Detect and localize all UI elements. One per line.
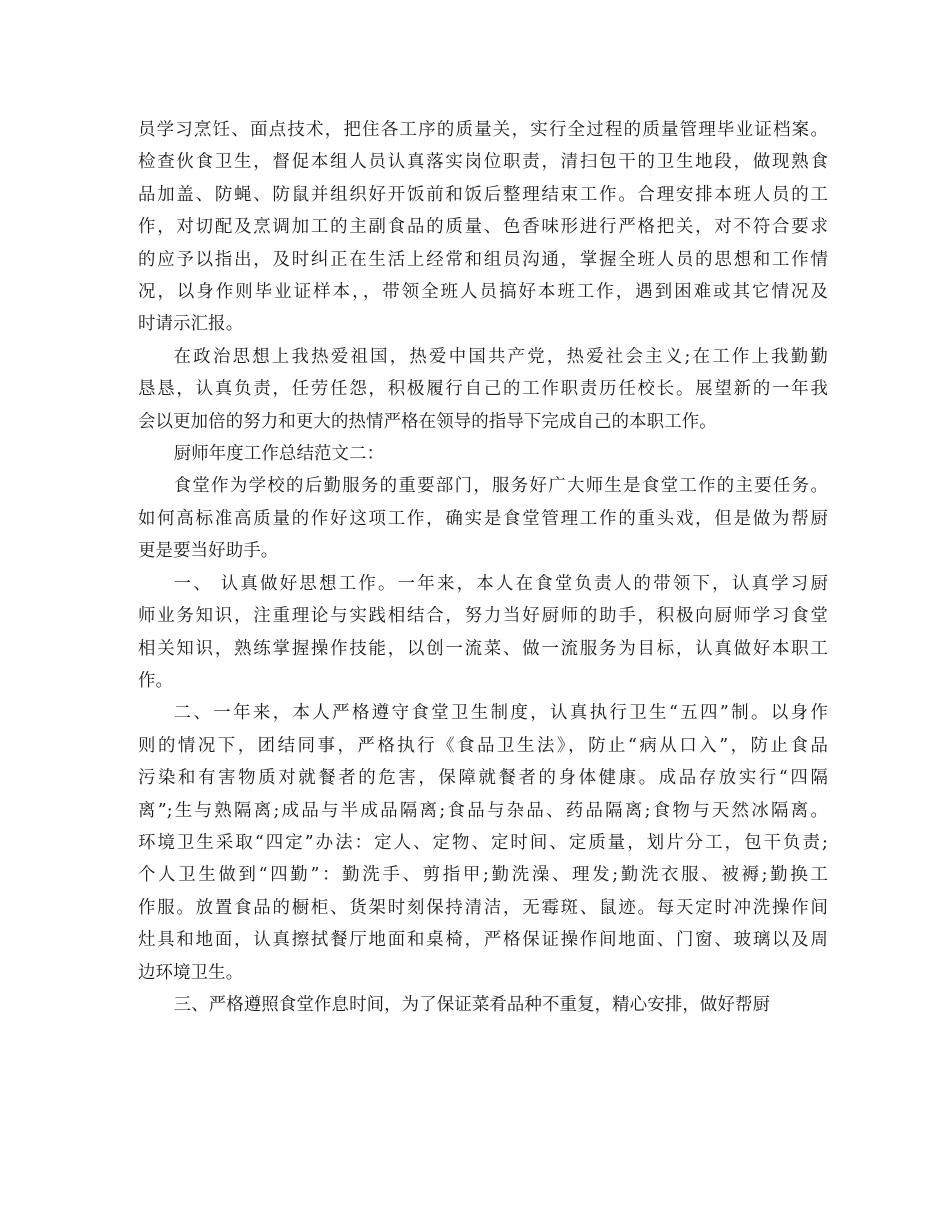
paragraph-line: 离”;生与熟隔离;成品与半成品隔离;食品与杂品、药品隔离;食物与天然冰隔离。 <box>138 800 828 821</box>
paragraph-line: 的应予以指出，及时纠正在生活上经常和组员沟通，掌握全班人员的思想和工作情 <box>138 249 828 270</box>
paragraph-line: 时请示汇报。 <box>138 314 244 335</box>
paragraph-line: 作，对切配及烹调加工的主副食品的质量、色香味形进行严格把关，对不符合要求 <box>138 217 828 238</box>
paragraph-line: 恳恳，认真负责，任劳任怨，积极履行自己的工作职责历任校长。展望新的一年我 <box>138 379 828 400</box>
paragraph-line: 会以更加倍的努力和更大的热情严格在领导的指导下完成自己的本职工作。 <box>138 411 717 432</box>
paragraph <box>138 989 828 1021</box>
paragraph-line: 作服。放置食品的橱柜、货架时刻保持清洁，无霉斑、鼠迹。每天定时冲洗操作间 <box>138 897 828 918</box>
document-body <box>138 114 828 1021</box>
paragraph-line: 则的情况下，团结同事，严格执行《食品卫生法》，防止“病从口入”，防止食品 <box>138 735 828 756</box>
paragraph-line: 三、严格遵照食堂作息时间，为了保证菜肴品种不重复，精心安排，做好帮厨 <box>173 994 771 1015</box>
paragraph-line: 一、 认真做好思想工作。一年来，本人在食堂负责人的带领下，认真学习厨 <box>173 573 828 594</box>
paragraph <box>138 697 828 989</box>
paragraph-line: 个人卫生做到“四勤”：勤洗手、剪指甲;勤洗澡、理发;勤洗衣服、被褥;勤换工 <box>138 865 828 886</box>
paragraph-line: 检查伙食卫生，督促本组人员认真落实岗位职责，清扫包干的卫生地段，做现熟食 <box>138 152 828 173</box>
paragraph-line: 员学习烹饪、面点技术，把住各工序的质量关，实行全过程的质量管理毕业证档案。 <box>138 120 828 140</box>
paragraph-line: 灶具和地面，认真擦拭餐厅地面和桌椅，严格保证操作间地面、门窗、玻璃以及周 <box>138 930 828 951</box>
paragraph-line: 作。 <box>138 670 174 691</box>
paragraph-line: 更是要当好助手。 <box>138 541 279 562</box>
paragraph <box>138 438 828 470</box>
paragraph <box>138 470 828 567</box>
paragraph-line: 二、一年来，本人严格遵守食堂卫生制度，认真执行卫生“五四”制。以身作 <box>173 703 828 724</box>
paragraph-line: 如何高标准高质量的作好这项工作，确实是食堂管理工作的重头戏，但是做为帮厨 <box>138 508 828 529</box>
paragraph-line: 在政治思想上我热爱祖国，热爱中国共产党，热爱社会主义;在工作上我勤勤 <box>173 346 828 367</box>
paragraph-line: 师业务知识，注重理论与实践相结合，努力当好厨师的助手，积极向厨师学习食堂 <box>138 606 828 627</box>
paragraph-line: 污染和有害物质对就餐者的危害，保障就餐者的身体健康。成品存放实行“四隔 <box>138 768 828 789</box>
paragraph-line: 品加盖、防蝇、防鼠并组织好开饭前和饭后整理结束工作。合理安排本班人员的工 <box>138 184 828 205</box>
paragraph-line: 边环境卫生。 <box>138 962 244 983</box>
paragraph-line: 相关知识，熟练掌握操作技能，以创一流菜、做一流服务为目标，认真做好本职工 <box>138 638 828 659</box>
paragraph <box>138 341 828 438</box>
paragraph-line: 况，以身作则毕业证样本，，带领全班人员搞好本班工作，遇到困难或其它情况及 <box>138 282 828 303</box>
paragraph-line: 食堂作为学校的后勤服务的重要部门，服务好广大师生是食堂工作的主要任务。 <box>173 476 828 497</box>
paragraph <box>138 568 828 698</box>
paragraph <box>138 114 828 341</box>
paragraph-line: 厨师年度工作总结范文二： <box>173 444 385 465</box>
paragraph-line: 环境卫生采取“四定”办法：定人、定物、定时间、定质量，划片分工，包干负责; <box>138 832 828 853</box>
